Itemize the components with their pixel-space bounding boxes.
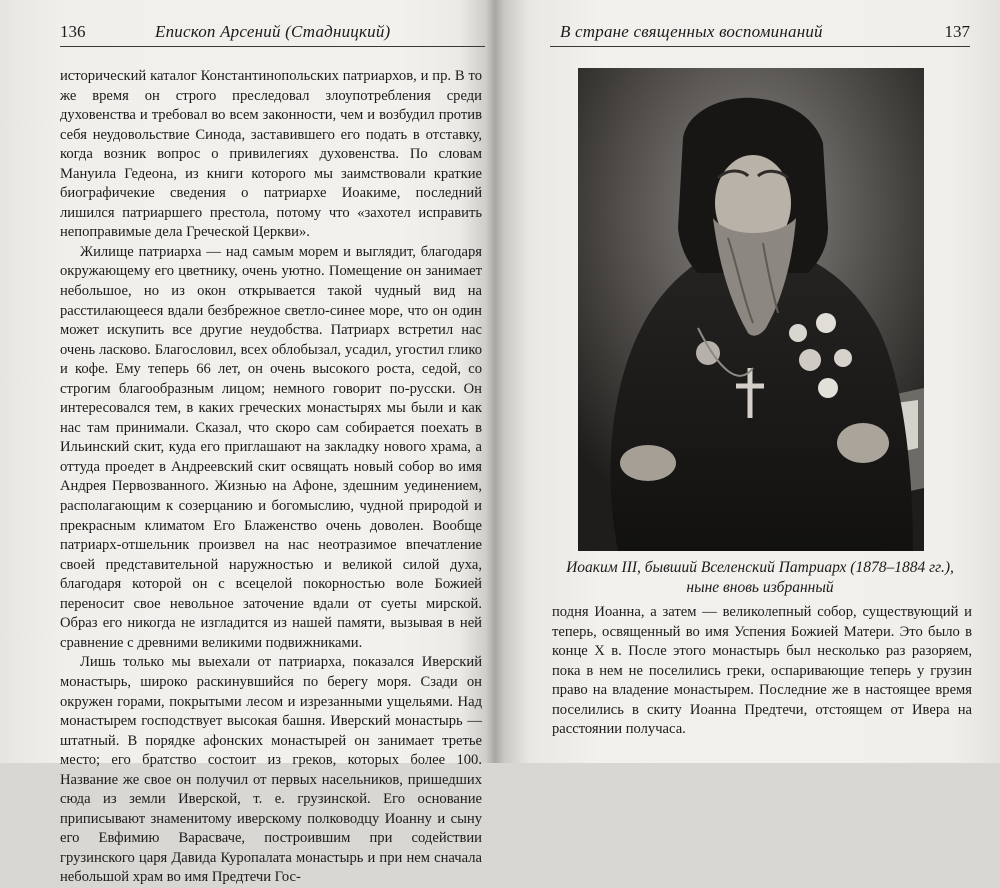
left-page-header bbox=[60, 20, 485, 47]
left-page-body bbox=[60, 67, 482, 888]
caption-line: ныне вновь избранный bbox=[686, 579, 834, 596]
paragraph: подня Иоанна, а затем — великолепный собор, существующий и теперь, освященный во имя Успения Божией Матери. Это было в конце X в. После этого монастырь был несколько раз разоряем, пока в нем не поселились греки, оспаривающие теперь у грузин право на владение монастырем. Последние же в настоящее время поселились в скиту Иоанна Предтечи, отстоящем от Ивера на расстоянии получаса. bbox=[552, 604, 972, 738]
paragraph: исторический каталог Константинопольских патриархов, и пр. В то же время он строго преследовал злоупотребления среди духовенства и требовал во всем законности, чем и возбудил против себя неудовольствие Синода, заставившего его подать в отставку, когда возник вопрос о привилегиях духовенства. По словам Мануила Гедеона, из книги которого мы заимствовали краткие биографичекие сведения о патриархе Иоакиме, последний лишился патриаршего престола, потому что «захотел исправить непоправимые дела Греческой Церкви». bbox=[60, 68, 482, 241]
photo-caption bbox=[540, 558, 980, 598]
page-number: 136 bbox=[60, 22, 86, 41]
paragraph: Лишь только мы выехали от патриарха, показался Иверский монастырь, широко раскинувшийся по берегу моря. Сзади он окружен горами, покрытыми лесом и изрезанными ущельями. Над монастырем господствует высокая башня. Иверский монастырь — штатный. В порядке афонских монастырей он занимает третье место; его братство состоит из греков, которых более 100. Название же свое он получил от первых насельников, пришедших сюда из земли Иверской, т. е. грузинской. Его основание приписывают знаменитому иверскому полководцу Иоанну и сыну его Евфимию Варасваче, построившим при содействии грузинского царя Давида Куропалата монастырь и при нем сначала небольшой храм во имя Предтечи Гос- bbox=[60, 654, 482, 886]
page-number: 137 bbox=[944, 22, 970, 41]
right-page bbox=[510, 0, 1000, 763]
patriarch-portrait-photo bbox=[578, 68, 924, 551]
portrait-illustration bbox=[578, 68, 924, 551]
caption-line: Иоаким III, бывший Вселенский Патриарх (1878–1884 гг.), bbox=[566, 559, 954, 576]
running-head: Епископ Арсений (Стадницкий) bbox=[155, 22, 391, 41]
right-page-body bbox=[552, 603, 972, 740]
right-page-header bbox=[550, 20, 970, 47]
paragraph: Жилище патриарха — над самым морем и выглядит, благодаря окружающему его цветнику, очень уютно. Помещение он занимает небольшое, но из окон открывается такой чудный вид на расстилающееся вдали безбрежное светло-синее море, что он один может искупить все другие неудобства. Патриарх встретил нас очень ласково. Благословил, всех облобызал, усадил, угостил глико и кофе. Ему теперь 66 лет, он очень высокого роста, седой, со строгим благообразным лицом; немного говорит по-русски. Он интересовался тем, в каких греческих монастырях мы были и как нас там принимали. Сказал, что скоро сам собирается поехать в Ильинский скит, куда его приглашают на закладку нового храма, а оттуда проедет в Андреевский скит освящать новый собор во имя Андрея Первозванного. Жизнью на Афоне, здешним уединением, располагающим к созерцанию и богомыслию, чудной природой и прекрасным климатом Его Блаженство очень доволен. Вообще патриарх-отшельник произвел на нас неотразимое впечатление своей представительной наружностью и великой силой духа, благодаря которой он с всецелой покорностью воле Божией переносит свое невольное заточение вдали от суеты мирской. Образ его никогда не изгладится из нашей памяти, вызывая в ней сравнение с древними великими подвижниками. bbox=[60, 243, 482, 651]
running-head: В стране священных воспоминаний bbox=[560, 22, 823, 41]
left-page bbox=[0, 0, 495, 886]
